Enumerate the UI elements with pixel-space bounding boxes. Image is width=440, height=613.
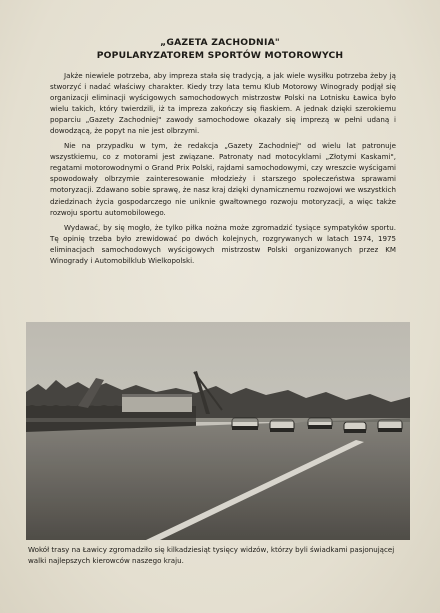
race-photo <box>26 322 410 540</box>
photo-caption: Wokół trasy na Ławicy zgromadziło się kilkadziesiąt tysięcy widzów, którzy byli świadkami pasjonującej walki najlepszych kierowców naszego kraju. <box>28 545 395 565</box>
article-heading <box>0 36 440 62</box>
paragraph: Jakże niewiele potrzeba, aby impreza stała się tradycją, a jak wiele wysiłku potrzeba żeby ją stworzyć i nadać właściwy charakter. Kiedy trzy lata temu Klub Motorowy Winogrady podjął się organizacji eliminacji wyścigowych samochodowych mistrzostw Polski na Lotnisku Ławica było wielu takich, który twierdzili, iż ta impreza zakończy się fiaskiem. A jednak dzięki szerokiemu poparciu „Gazety Zachodniej" zawody samochodowe okazały się imprezą w pełni udaną i dowodzącą, że popyt na nie jest olbrzymi. <box>50 71 396 136</box>
heading-subtitle: POPULARYZATOREM SPORTÓW MOTOROWYCH <box>96 50 344 61</box>
article-body <box>50 70 396 270</box>
paragraph: Nie na przypadku w tym, że redakcja „Gazety Zachodniej" od wielu lat patronuje wszystkiemu, co z motorami jest związane. Patronaty nad motocyklami „Złotymi Kaskami", regatami motorowodnymi o Grand Prix Polski, rajdami samochodowymi, czy wreszcie wyścigami spowodowały olbrzymie zainteresowanie młodzieży i starszego społeczeństwa sprawami motoryzacji. Zdawano sobie sprawę, że nasz kraj dzięki dynamicznemu rozwojowi we wszystkich dziedzinach życia gospodarczego nie uniknie gwałtownego rozwoju motoryzacji, a więc także rozwoju sportu automobilowego. <box>50 141 396 217</box>
heading-title: „GAZETA ZACHODNIA" <box>160 37 280 48</box>
paragraph: Wydawać, by się mogło, że tylko piłka nożna może zgromadzić tysiące sympatyków sportu. Tę opinię trzeba było zrewidować po dwóch kolejnych, rozgrywanych w latach 1974, 1975 eliminacjach samochodowych wyścigowych mistrzostw Polski organizowanych przez KM Winogrady i Automobilklub Wielkopolski. <box>50 222 396 265</box>
